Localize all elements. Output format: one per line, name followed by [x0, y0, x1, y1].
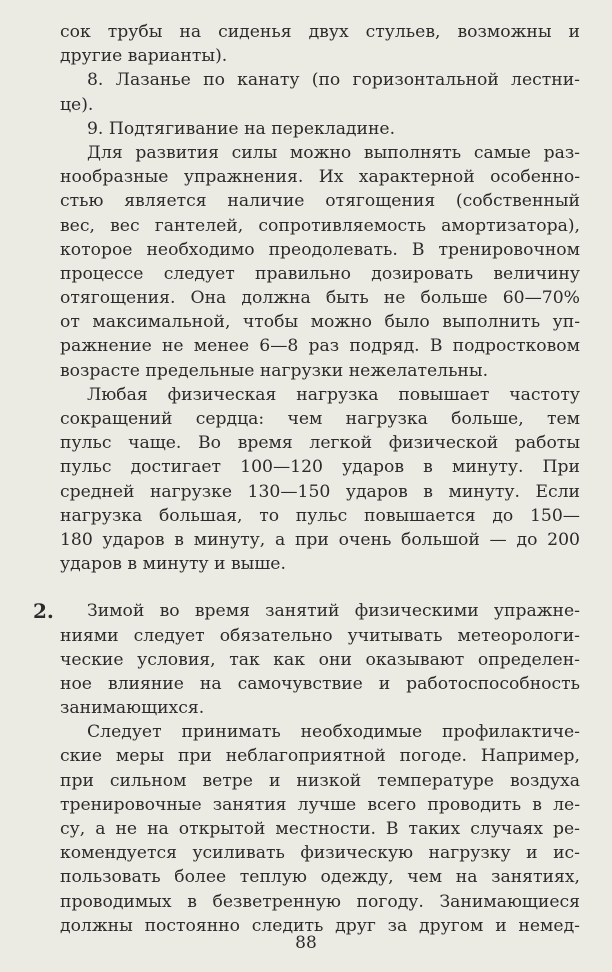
text-line: сок трубы на сиденья двух стульев, возможны и [60, 22, 580, 42]
text-line: пользовать более теплую одежду, чем на занятиях, [60, 867, 580, 888]
text-line: другие варианты). [60, 46, 228, 67]
text-line: ские меры при неблагоприятной погоде. Например, [60, 746, 580, 767]
text-line: пульс достигает 100—120 ударов в минуту. При [60, 457, 580, 478]
text-line: Следует принимать необходимые профилактиче- [87, 722, 580, 743]
page-number: 88 [295, 933, 317, 953]
section-number: 2. [33, 599, 54, 624]
text-line: процессе следует правильно дозировать величину [60, 263, 580, 284]
text-line: которое необходимо преодолевать. В тренировочном [60, 239, 580, 260]
text-line: возрасте предельные нагрузки нежелательны. [60, 360, 489, 381]
text-line: тренировочные занятия лучше всего проводить в ле- [60, 794, 580, 815]
text-line: вес, вес гантелей, сопротивляемость амортизатора), [60, 215, 580, 236]
text-line: при сильном ветре и низкой температуре воздуха [60, 770, 580, 791]
text-block-1 [60, 20, 580, 576]
text-line: ударов в минуту и выше. [60, 554, 286, 575]
text-line: занимающихся. [60, 698, 205, 719]
text-line: стью является наличие отягощения (собственный [60, 191, 580, 212]
text-line: ческие условия, так как они оказывают определен- [60, 649, 580, 670]
text-line: нагрузка большая, то пульс повышается до 150— [60, 505, 580, 526]
text-line: Зимой во время занятий физическими упражне- [87, 601, 580, 622]
text-line: пульс чаще. Во время легкой физической работы [60, 433, 580, 454]
text-line: проводимых в безветренную погоду. Занимающиеся [60, 891, 580, 912]
text-line: 180 ударов в минуту, а при очень большой — до 200 [60, 529, 580, 550]
text-line: сокращений сердца: чем нагрузка больше, тем [60, 409, 580, 429]
text-line: средней нагрузке 130—150 ударов в минуту. Если [60, 481, 580, 502]
text-line: от максимальной, чтобы можно было выполнить уп- [60, 312, 580, 333]
text-line: нообразные упражнения. Их характерной особенно- [60, 167, 580, 188]
text-line: ное влияние на самочувствие и работоспособность [60, 673, 580, 694]
text-line: ниями следует обязательно учитывать метеорологи- [60, 625, 580, 646]
section-gap [60, 576, 580, 599]
text-line: це). [60, 94, 94, 115]
text-line: 8. Лазанье по канату (по горизонтальной лестни- [87, 70, 580, 91]
text-line: Для развития силы можно выполнять самые раз- [87, 142, 580, 163]
text-block-2 [33, 599, 580, 938]
text-line: должны постоянно следить друг за другом и немед- [60, 915, 580, 936]
text-line: ражнение не менее 6—8 раз подряд. В подростковом [60, 336, 580, 357]
text-line: су, а не на открытой местности. В таких случаях ре- [60, 819, 580, 839]
text-line: комендуется усиливать физическую нагрузку и ис- [60, 843, 580, 864]
page-body [33, 20, 580, 938]
text-line: Любая физическая нагрузка повышает частоту [87, 384, 580, 405]
text-line: 9. Подтягивание на перекладине. [87, 118, 396, 139]
text-line: отягощения. Она должна быть не больше 60—70% [60, 288, 580, 309]
